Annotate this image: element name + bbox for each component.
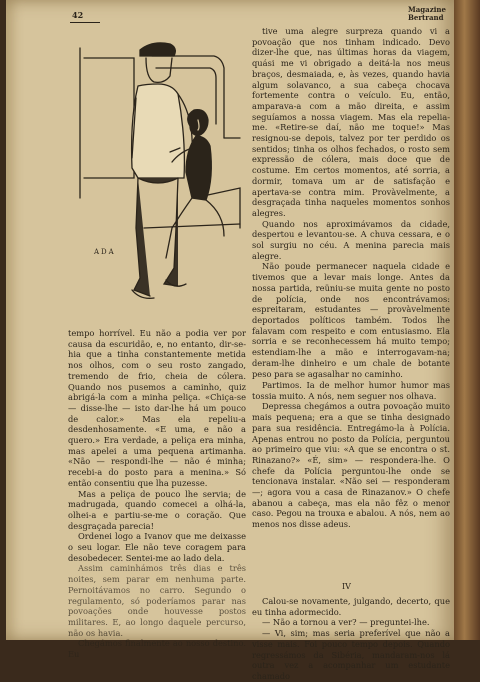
paragraph: Depressa chegámos a outra povoação muito mais pequena; era a que se tinha designado para sua residência. Entregámo-la à Polícia. Apenas entrou no posto da Polícia, perguntou ao primeiro que viu: «A que se encontra o st. Rinazano?» «É, sim» — respondera-lhe. O chefe da Polícia perguntou-lhe onde se tencionava instalar. «Não sei — responderam —; agora vou a casa de Rinazanov.» O chefe abanou a cabeça, mas ela não fêz o menor caso. Pegou na trouxa e abalou. A nós, nem ao menos nos disse adeus.: [252, 401, 450, 530]
paragraph: Quando nos aproximávamos da cidade, despertou e levantou-se. A chuva cessara, e o sol surgiu no céu. A menina parecia mais alegre.: [252, 218, 450, 261]
text-column-left: [68, 328, 246, 660]
paragraph: Chegámos finalmente ao nosso destino. Eu: [68, 638, 246, 660]
page-number: 42: [72, 10, 84, 20]
paragraph: — Vi, sim; mas seria preferível que não a visse mais. Foi pouco tempo depois. Quando regressámos da Sibéria, mandaram-nos lá outra vez a acompanhar um estudante chamado: [252, 628, 450, 681]
paragraph: Partimos. Ia de melhor humor humor mas tossia muito. A nós, nem seguer nos olhava.: [252, 380, 450, 401]
text-column-right-top: [252, 26, 450, 379]
text-column-right-end: [252, 596, 450, 682]
illustration-signature: ADA: [94, 248, 116, 256]
text-column-right-bottom: [252, 380, 450, 530]
paragraph: Ordenei logo a Ivanov que me deixasse o seu logar. Ele não teve coragem para desobedecer. Sentei-me ao lado dela.: [68, 531, 246, 563]
book-page: [6, 0, 454, 681]
section-number: IV: [342, 582, 351, 591]
paragraph: Não poude permanecer naquela cidade e tivemos que a levar mais longe. Antes da nossa partida, reüniu-se muita gente no posto de polícia, onde nos encontrávamos: espreitaram, estudantes — provàvelmente deportados políticos também. Todos lhe falavam com respeito e com entusiasmo. Ela sorria e se reconhecessem há muito tempo; estendiam-lhe a mão e interrogavam-na; deram-lhe dinheiro e um chale de botante peso para se agasalhar no caminho.: [252, 261, 450, 379]
paragraph: Assim caminhámos três dias e três noites, sem parar em nenhuma parte. Pernoitávamos no carro. Segundo o regulamento, só poderíamos parar nas povoações onde houvesse postos militares. E, ao longo daquele percurso, não os havia.: [68, 563, 246, 638]
paragraph: tive uma alegre surpreza quando vi a povoação que nos tinham indicado. Devo dizer-lhe que, nas últimas horas da viagem, quási me vi obrigado a deitá-la nos meus braços, desmaiada, e, às vezes, quando havia algum solavanco, a sua cabeça chocava fortemente contra o veículo. Eu, então, amparava-a com a mão direita, e assim seguíamos a nossa viagem. Mas ela repelia-me. «Retire-se daí, não me toque!» Mas resignou-se depois, talvez por ter perdido os sentidos; tinha os olhos fechados, o rosto sem expressão de cólera, mais doce que de costume. Em certos momentos, até sorria, a dormir, tomava um ar de satisfação e apertava-se contra mim. Provàvelmente, a desgraçada tinha naqueles momentos sonhos alegres.: [252, 26, 450, 218]
paragraph: Calou-se novamente, julgando, decerto, que eu tinha adormecido.: [252, 596, 450, 617]
paragraph: tempo horrível. Eu não a podia ver por causa da escuridão, e, no entanto, dir-se-hia que a tinha constantemente metida nos olhos, com o seu rosto zangado, tremendo de frio, cheia de cólera. Quando nos pusemos a caminho, quiz abrigá-la com a minha peliça. «Chiça-se — disse-lhe — isto dar-lhe há um pouco de calor.» Mas ela repeliu-a desdenhosamente. «E uma, e não a quero.» Era verdade, a peliça era minha, mas apelei a uma pequena artimanha. «Não — respondi-lhe — não é minha; recebi-a do posto para a menina.» Só então consentiu que lha puzesse.: [68, 328, 246, 488]
book-edge: [454, 0, 480, 640]
paragraph: — Não a tornou a ver? — preguntei-lhe.: [262, 617, 430, 628]
paragraph: Mas a peliça de pouco lhe servia; de madrugada, quando comecei a olhá-la, olhei-a e partiu-se-me o coração. Que desgraçada parecia!: [68, 488, 246, 531]
illustration: [74, 28, 242, 318]
header-rule: [70, 22, 100, 23]
running-head: Magazine Bertrand: [408, 5, 446, 22]
